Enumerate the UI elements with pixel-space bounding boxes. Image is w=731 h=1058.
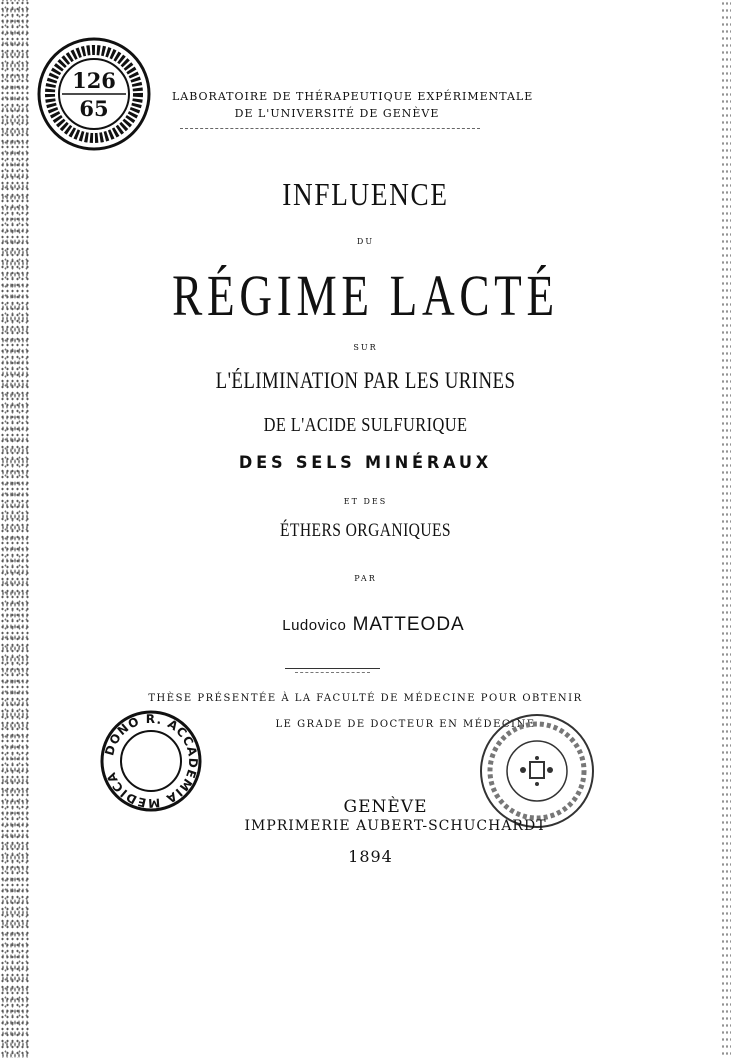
- author-first-name: Ludovico: [282, 617, 347, 634]
- title-connector-et-des: ET DES: [343, 497, 388, 506]
- ornamental-rule-bottom: [295, 672, 370, 673]
- paper-edge-speckle-left: [0, 0, 30, 1058]
- author-by-label: PAR: [354, 574, 377, 583]
- dono-ring-text: DONO R. ACCADEMIA MEDICA: [102, 711, 201, 811]
- imprint-year: 1894: [348, 847, 393, 866]
- imprint-city: GENÈVE: [343, 797, 428, 817]
- paper-edge-speckle-right: [721, 0, 731, 1058]
- header-divider: [180, 128, 480, 129]
- author-name: [8, 614, 731, 636]
- thesis-line-1: THÈSE PRÉSENTÉE À LA FACULTÉ DE MÉDECINE POUR OBTENIR: [148, 693, 583, 704]
- title-line-acide-sulfurique: DE L'ACIDE SULFURIQUE: [263, 414, 468, 436]
- shelfmark-bottom-number: 65: [79, 96, 109, 121]
- title-connector-du: DU: [356, 237, 375, 246]
- title-line-elimination: L'ÉLIMINATION PAR LES URINES: [215, 368, 516, 393]
- thesis-line-2: LE GRADE DE DOCTEUR EN MÉDECINE: [275, 719, 536, 730]
- imprint-printer: IMPRIMERIE AUBERT-SCHUCHARDT: [244, 818, 547, 834]
- author-last-name: MATTEODA: [352, 614, 465, 635]
- title-line-sels-mineraux: DES SELS MINÉRAUX: [238, 453, 493, 473]
- title-line-influence: INFLUENCE: [282, 176, 449, 212]
- shelfmark-top-number: 126: [72, 68, 116, 93]
- title-connector-sur: SUR: [353, 343, 378, 352]
- library-shelfmark-stamp: [36, 36, 152, 152]
- ornamental-rule-top: [285, 668, 380, 669]
- laboratory-line-1: LABORATOIRE DE THÉRAPEUTIQUE EXPÉRIMENTALE: [172, 90, 534, 103]
- title-line-ethers-organiques: ÉTHERS ORGANIQUES: [280, 520, 451, 541]
- title-line-regime-lacte: RÉGIME LACTÉ: [172, 263, 559, 328]
- laboratory-line-2: DE L'UNIVERSITÉ DE GENÈVE: [234, 107, 440, 120]
